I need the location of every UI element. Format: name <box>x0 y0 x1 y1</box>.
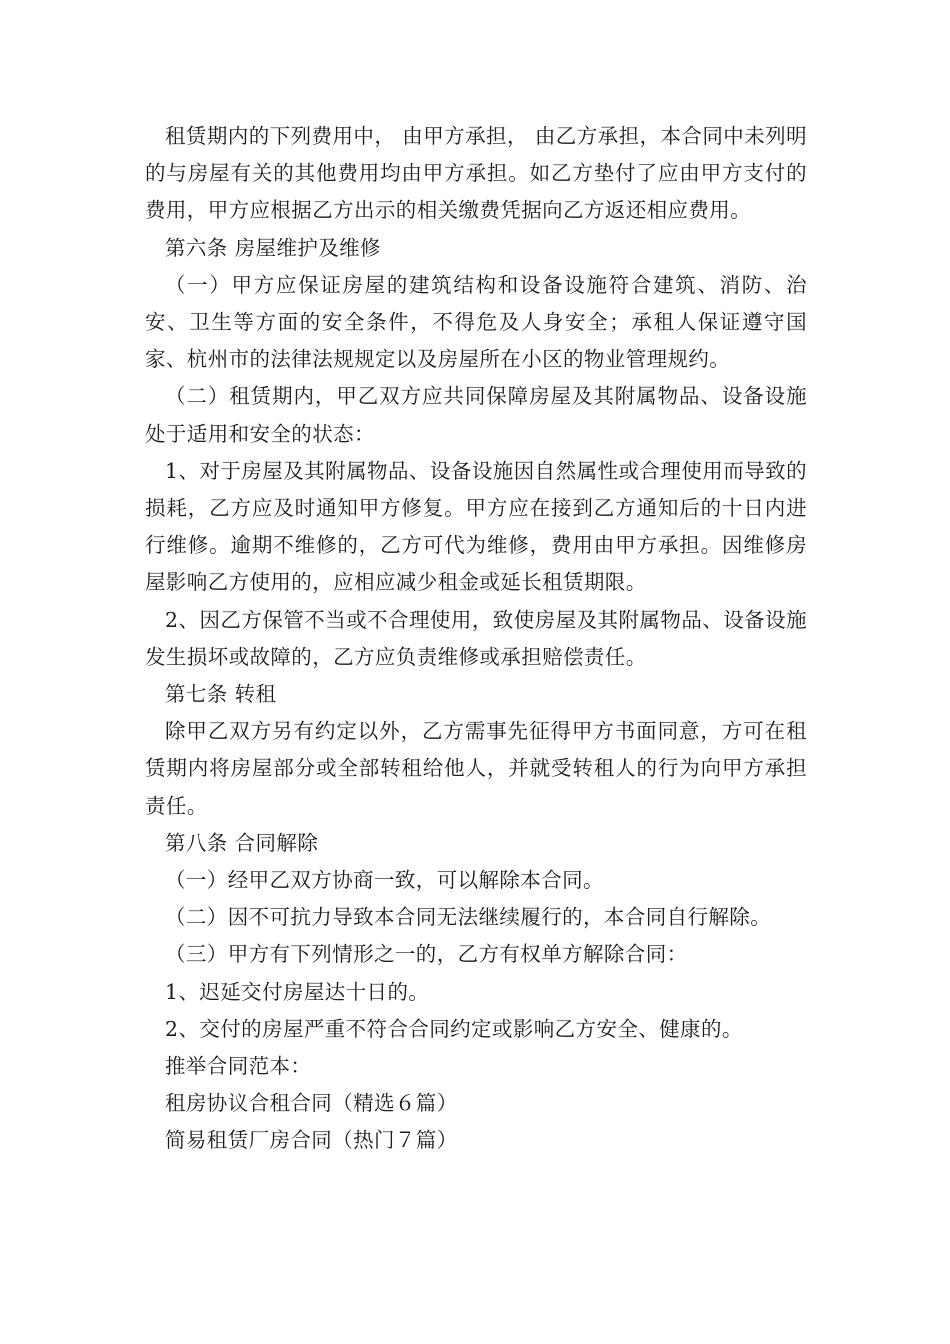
paragraph-8-2: （二）因不可抗力导致本合同无法继续履行的，本合同自行解除。 <box>165 905 772 930</box>
paragraph-8-3: （三）甲方有下列情形之一的，乙方有权单方解除合同： <box>165 942 688 967</box>
recommended-templates-label: 推举合同范本： <box>165 1054 312 1079</box>
paragraph-fees: 租赁期内的下列费用中， 由甲方承担， 由乙方承担，本合同中未列明的与房屋有关的其他费用均由甲方承担。如乙方垫付了应由甲方支付的费用，甲方应根据乙方出示的相关缴费凭据向乙方返还相应费用。 <box>145 124 807 223</box>
document-body <box>145 118 807 1160</box>
paragraph-6-2-item-1: 1、对于房屋及其附属物品、设备设施因自然属性或合理使用而导致的损耗，乙方应及时通知甲方修复。甲方应在接到乙方通知后的十日内进行维修。逾期不维修的，乙方可代为维修，费用由甲方承担。因维修房屋影响乙方使用的，应相应减少租金或延长租赁期限。 <box>145 458 807 595</box>
recommended-template-link-2[interactable]: 简易租赁厂房合同（热门７篇） <box>165 1128 458 1153</box>
heading-article-6: 第六条 房屋维护及维修 <box>165 235 381 260</box>
paragraph-8-1: （一）经甲乙双方协商一致，可以解除本合同。 <box>165 868 604 893</box>
paragraph-sublease: 除甲乙双方另有约定以外，乙方需事先征得甲方书面同意，方可在租赁期内将房屋部分或全部转租给他人，并就受转租人的行为向甲方承担责任。 <box>145 719 807 818</box>
recommended-template-link-1[interactable]: 租房协议合租合同（精选６篇） <box>165 1091 458 1116</box>
paragraph-8-3-item-2: 2、交付的房屋严重不符合合同约定或影响乙方安全、健康的。 <box>165 1016 743 1041</box>
paragraph-8-3-item-1: 1、迟延交付房屋达十日的。 <box>165 979 430 1004</box>
paragraph-6-2-item-2: 2、因乙方保管不当或不合理使用，致使房屋及其附属物品、设备设施发生损坏或故障的，乙方应负责维修或承担赔偿责任。 <box>145 607 807 669</box>
heading-article-7: 第七条 转租 <box>165 682 277 707</box>
paragraph-6-1: （一）甲方应保证房屋的建筑结构和设备设施符合建筑、消防、治安、卫生等方面的安全条件，不得危及人身安全；承租人保证遵守国家、杭州市的法律法规规定以及房屋所在小区的物业管理规约。 <box>145 272 807 372</box>
paragraph-6-2: （二）租赁期内，甲乙双方应共同保障房屋及其附属物品、设备设施处于适用和安全的状态： <box>145 384 807 446</box>
heading-article-8: 第八条 合同解除 <box>165 830 319 855</box>
